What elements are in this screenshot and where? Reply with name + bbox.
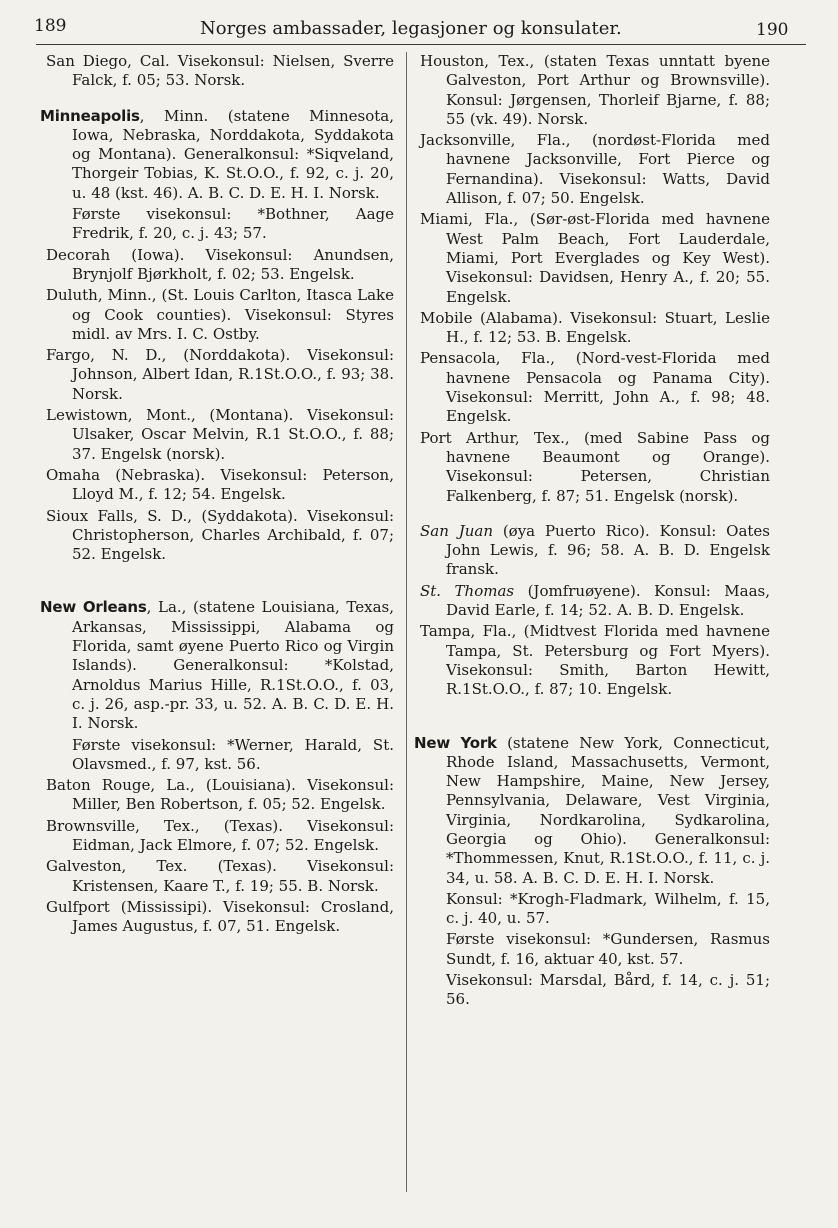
entry-baton-rouge: Baton Rouge, La., (Louisiana). Visekonsul: Miller, Ben Robertson, f. 05; 52. Engelsk.: [46, 776, 394, 814]
entry-fargo: Fargo, N. D., (Norddakota). Visekonsul: Johnson, Albert Idan, R.1St.O.O., f. 93; 38. Norsk.: [46, 346, 394, 403]
entry-new-orleans-text: , La., (statene Louisiana, Texas, Arkansas, Mississippi, Alabama og Florida, samt øyene Puerto Rico og Virgin Islands). Generalkonsul: *Kolstad, Arnoldus Marius Hille, R.1St.O.O., f. 03, c. j. 26, asp.-pr. 33, u. 52. A. B. C. D. E. H. I. Norsk.: [72, 598, 394, 733]
running-title: Norges ambassader, legasjoner og konsulater.: [200, 18, 622, 39]
entry-new-york-consul: Konsul: *Krogh-Fladmark, Wilhelm, f. 15, c. j. 40, u. 57.: [446, 889, 770, 928]
entry-port-arthur: Port Arthur, Tex., (med Sabine Pass og havnene Beaumont og Orange). Visekonsul: Petersen, Christian Falkenberg, f. 87; 51. Engelsk (norsk).: [420, 428, 770, 505]
entry-jacksonville: Jacksonville, Fla., (nordøst-Florida med havnene Jacksonville, Fort Pierce og Fernandina). Visekonsul: Watts, David Allison, f. 07; 50. Engelsk.: [420, 131, 770, 208]
right-column: [414, 52, 771, 1012]
entry-omaha: Omaha (Nebraska). Visekonsul: Peterson, Lloyd M., f. 12; 54. Engelsk.: [46, 465, 394, 504]
city-heading-new-york: New York: [414, 733, 497, 752]
column-divider: [406, 52, 407, 1192]
entry-new-york: [414, 733, 771, 888]
left-column: [40, 52, 394, 938]
city-heading-st-thomas: St. Thomas: [420, 581, 515, 600]
entry-minneapolis: [40, 106, 394, 203]
entry-mobile: Mobile (Alabama). Visekonsul: Stuart, Leslie H., f. 12; 53. B. Engelsk.: [420, 308, 770, 347]
entry-san-juan-text: (øya Puerto Rico). Konsul: Oates John Lewis, f. 96; 58. A. B. D. Engelsk fransk.: [446, 521, 770, 579]
entry-duluth: Duluth, Minn., (St. Louis Carlton, Itasca Lake og Cook counties). Visekonsul: Styres midl. av Mrs. I. C. Ostby.: [46, 286, 394, 343]
entry-decorah: Decorah (Iowa). Visekonsul: Anundsen, Brynjolf Bjørkholt, f. 02; 53. Engelsk.: [46, 245, 394, 283]
header-rule: [36, 44, 806, 45]
entry-brownsville: Brownsville, Tex., (Texas). Visekonsul: Eidman, Jack Elmore, f. 07; 52. Engelsk.: [46, 816, 394, 854]
city-heading-san-juan: San Juan: [420, 521, 493, 540]
entry-minneapolis-first-vice: Første visekonsul: *Bothner, Aage Fredrik, f. 20, c. j. 43; 57.: [72, 205, 394, 243]
page-number-left: 189: [34, 16, 67, 36]
entry-pensacola: Pensacola, Fla., (Nord-vest-Florida med havnene Pensacola og Panama City). Visekonsul: Merritt, John A., f. 98; 48. Engelsk.: [420, 349, 770, 426]
entry-new-york-vice: Visekonsul: Marsdal, Bård, f. 14, c. j. 51; 56.: [446, 971, 770, 1009]
entry-lewistown: Lewistown, Mont., (Montana). Visekonsul: Ulsaker, Oscar Melvin, R.1 St.O.O., f. 88; 37. Engelsk (norsk).: [46, 406, 394, 463]
entry-new-orleans: [40, 598, 394, 733]
page-header: [0, 0, 838, 50]
entry-miami: Miami, Fla., (Sør-øst-Florida med havnene West Palm Beach, Fort Lauderdale, Miami, Port Everglades og Key West). Visekonsul: Davidsen, Henry A., f. 20; 55. Engelsk.: [420, 210, 770, 306]
entry-new-orleans-first-vice: Første visekonsul: *Werner, Harald, St. Olavsmed., f. 97, kst. 56.: [72, 735, 394, 773]
entry-sioux-falls: Sioux Falls, S. D., (Syddakota). Visekonsul: Christopherson, Charles Archibald, f. 07; 52. Engelsk.: [46, 506, 394, 564]
entry-st-thomas-text: (Jomfruøyene). Konsul: Maas, David Earle, f. 14; 52. A. B. D. Engelsk.: [446, 581, 770, 620]
entry-san-juan: [420, 522, 770, 580]
page-number-right: 190: [756, 20, 789, 40]
entry-new-york-text: (statene New York, Connecticut, Rhode Island, Massachusetts, Vermont, New Hampshire, Maine, New Jersey, Pennsylvania, Delaware, Vest Virginia, Virginia, Nordkarolina, Sydkarolina, Georgia og Ohio). Generalkonsul: *Thommessen, Knut, R.1St.O.O., f. 11, c. j. 34, u. 58. A. B. C. D. E. H. I. Norsk.: [446, 733, 771, 887]
entry-galveston: Galveston, Tex. (Texas). Visekonsul: Kristensen, Kaare T., f. 19; 55. B. Norsk.: [46, 857, 394, 895]
entry-new-york-first-vice: Første visekonsul: *Gundersen, Rasmus Sundt, f. 16, aktuar 40, kst. 57.: [446, 930, 770, 968]
city-heading-minneapolis: Minneapolis: [40, 106, 140, 125]
entry-tampa: Tampa, Fla., (Midtvest Florida med havnene Tampa, St. Petersburg og Fort Myers). Visekonsul: Smith, Barton Hewitt, R.1St.O.O., f. 87; 10. Engelsk.: [420, 622, 770, 699]
entry-st-thomas: [420, 582, 770, 621]
city-heading-new-orleans: New Orleans: [40, 598, 147, 617]
entry-minneapolis-text: , Minn. (statene Minnesota, Iowa, Nebraska, Norddakota, Syddakota og Montana). Generalkonsul: *Siqveland, Thorgeir Tobias, K. St.O.O., f. 92, c. j. 20, u. 48 (kst. 46). A. B. C. D. E. H. I. Norsk.: [72, 106, 394, 202]
entry-gulfport: Gulfport (Mississipi). Visekonsul: Crosland, James Augustus, f. 07, 51. Engelsk.: [46, 897, 394, 936]
entry-houston: Houston, Tex., (staten Texas unntatt byene Galveston, Port Arthur og Brownsville). Konsul: Jørgensen, Thorleif Bjarne, f. 88; 55 (vk. 49). Norsk.: [420, 52, 770, 128]
entry-san-diego: San Diego, Cal. Visekonsul: Nielsen, Sverre Falck, f. 05; 53. Norsk.: [46, 52, 394, 90]
